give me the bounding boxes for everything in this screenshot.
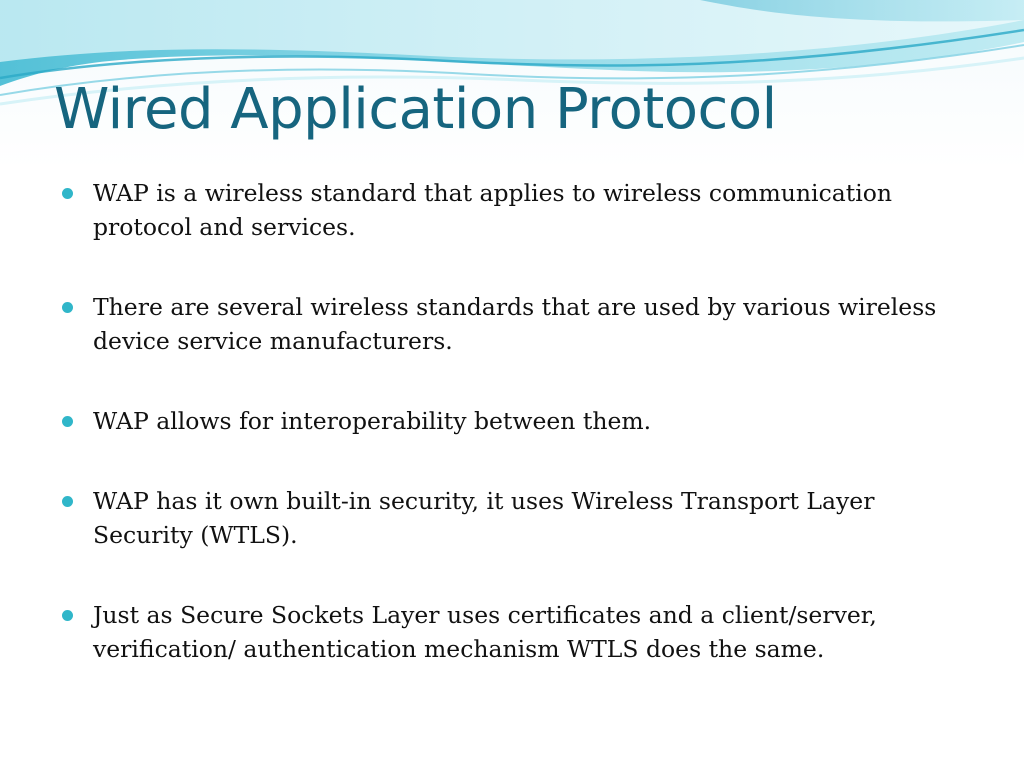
bullet-text: There are several wireless standards that are used by various wireless device service manufacturers. (93, 293, 937, 355)
bullet-icon (62, 302, 73, 313)
bullet-text: Just as Secure Sockets Layer uses certificates and a client/server, verification/ authentication mechanism WTLS does the same. (93, 601, 877, 663)
bullet-list (60, 176, 960, 712)
bullet-icon (62, 416, 73, 427)
bullet-item (60, 176, 960, 244)
bullet-item (60, 290, 960, 358)
bullet-item (60, 404, 960, 438)
bullet-icon (62, 188, 73, 199)
bullet-text: WAP has it own built-in security, it uses Wireless Transport Layer Security (WTLS). (93, 487, 875, 549)
bullet-icon (62, 610, 73, 621)
slide-title: Wired Application Protocol (54, 77, 777, 142)
bullet-icon (62, 496, 73, 507)
bullet-item (60, 598, 960, 666)
bullet-text: WAP allows for interoperability between them. (93, 407, 652, 435)
bullet-item (60, 484, 960, 552)
bullet-text: WAP is a wireless standard that applies to wireless communication protocol and services. (93, 179, 892, 241)
